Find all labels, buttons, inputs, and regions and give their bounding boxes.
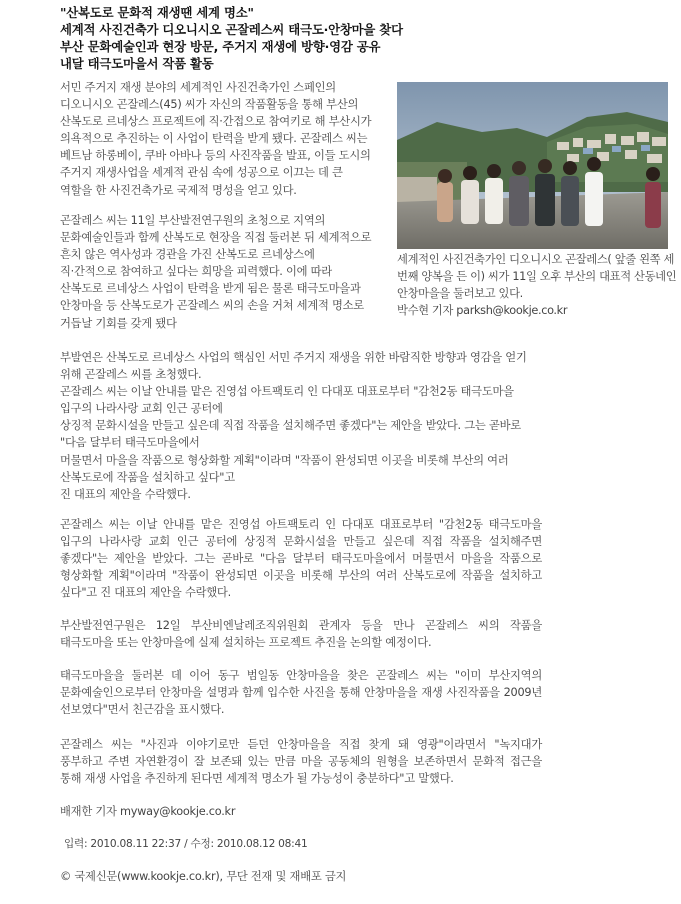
paragraph-line: 통해 재생 사업을 추진하게 된다면 세계적 명소가 될 가능성이 충분하다"고 말했다. (60, 772, 454, 786)
paragraph-line: 디오니시오 곤잘레스(45) 씨가 자신의 작품활동을 통해 부산의 (60, 98, 359, 112)
paragraph-line: 서민 주거지 재생 분야의 세계적인 사진건축가인 스페인의 (60, 81, 336, 94)
timestamp (64, 836, 307, 853)
paragraph-line: 상징적 문화시설을 만들고 싶은데 직접 작품을 설치해주면 좋겠다"는 제안을 받았다. 그는 곧바로 (60, 419, 521, 433)
paragraph-line: 입구의 나라사랑 교회 인근 공터에 (60, 402, 223, 416)
paragraph-line: 부산발전연구원은 12일 부산비엔날레조직위원회 관계자 등을 만나 곤잘레스 씨의 작품을 (60, 619, 542, 632)
paragraph-line: 태극도마을 또는 안창마을에 실제 설치하는 프로젝트 추진을 논의할 예정이다. (60, 636, 432, 650)
copyright (60, 868, 346, 885)
paragraph-line: 싶다"고 진 대표의 제안을 수락했다. (60, 586, 231, 600)
photo-credit: 박수현 기자 parksh@kookje.co.kr (397, 304, 568, 318)
paragraph-6 (60, 667, 542, 718)
headline-line: 부산 문화예술인과 현장 방문, 주거지 재생에 방향·영감 공유 (60, 39, 381, 54)
paragraph-line: 곤잘레스 씨는 11일 부산발전연구원의 초청으로 지역의 (60, 214, 326, 227)
paragraph-line: 흔치 않은 역사성과 경관을 가진 산복도로 르네상스에 (60, 248, 315, 262)
paragraph-line: "다음 달부터 태극도마을에서 (60, 436, 200, 450)
paragraph-line: 진 대표의 제안을 수락했다. (60, 487, 191, 501)
paragraph-line: 머물면서 마을을 작품으로 형상화할 계획"이라며 "작품이 완성되면 이곳을 비롯해 부산의 여러 (60, 453, 509, 467)
paragraph-line: 곤잘레스 씨는 이날 안내를 맡은 진영섭 아트팩토리 인 다대포 대표로부터 "감천2동 태극도마을 (60, 518, 542, 531)
paragraph-5 (60, 617, 542, 651)
copyright-text: © 국제신문(www.kookje.co.kr), 무단 전재 및 재배포 금지 (60, 870, 347, 883)
paragraph-line: 문화예술인들과 함께 산복도로 현장을 직접 둘러본 뒤 세계적으로 (60, 231, 372, 245)
paragraph-4 (60, 516, 542, 601)
caption-line: 세계적인 사진건축가인 디오니시오 곤잘레스( 앞줄 왼쪽 세 (397, 253, 675, 266)
paragraph-line: 산복도로 르네상스 사업이 탄력을 받게 됨은 물론 태극도마을과 (60, 282, 361, 296)
paragraph-2 (60, 212, 390, 332)
byline-text: 배재한 기자 myway@kookje.co.kr (60, 805, 236, 818)
timestamp-text: 입력: 2010.08.11 22:37 / 수정: 2010.08.12 08:41 (64, 838, 308, 850)
paragraph-line: 풍부하고 주변 자연환경이 잘 보존돼 있는 만큼 마을 공동체의 원형을 보존하면서 문화적 접근을 (60, 755, 542, 769)
headline-line: "산복도로 문화적 재생땐 세계 명소" (60, 5, 254, 20)
paragraph-line: 위해 곤잘레스 씨를 초청했다. (60, 368, 202, 382)
paragraph-line: 산복도로에 작품을 설치하고 싶다"고 (60, 470, 235, 484)
paragraph-line: 역할을 한 사진건축가로 국제적 명성을 얻고 있다. (60, 183, 297, 197)
paragraph-line: 베트남 하롱베이, 쿠바 아바나 등의 사진작품을 발표, 이들 도시의 (60, 149, 371, 163)
article-photo (397, 82, 668, 249)
paragraph-line: 태극도마을을 둘러본 데 이어 동구 범일동 안창마을을 찾은 곤잘레스 씨는 "이미 부산지역의 (60, 669, 542, 682)
photo-image (397, 82, 668, 249)
paragraph-line: 의욕적으로 추진하는 이 사업이 탄력을 받게 됐다. 곤잘레스 씨는 (60, 132, 368, 146)
paragraph-line: 부발연은 산복도로 르네상스 사업의 핵심인 서민 주거지 재생을 위한 바람직한 방향과 영감을 얻기 (60, 351, 527, 364)
paragraph-line: 산복도로 르네상스 프로젝트에 직·간접으로 참여키로 해 부산시가 (60, 115, 372, 129)
paragraph-line: 형상화할 계획"이라며 "작품이 완성되면 이곳을 비롯해 부산의 여러 산복도로에 작품을 설치하고 (60, 569, 542, 583)
paragraph-line: 곤잘레스 씨는 이날 안내를 맡은 진영섭 아트팩토리 인 다대포 대표로부터 "감천2동 태극도마을 (60, 385, 514, 399)
paragraph-line: 선보였다"면서 친근감을 표시했다. (60, 703, 225, 717)
paragraph-line: 문화예술인으로부터 안창마을 설명과 함께 입수한 사진을 통해 안창마을을 재생 사진작품을 2009년 (60, 686, 542, 700)
headline-line: 내달 태극도마을서 작품 활동 (60, 56, 214, 71)
paragraph-line: 곤잘레스 씨는 "사진과 이야기로만 듣던 안창마을을 직접 찾게 돼 영광"이라면서 "녹지대가 (60, 738, 542, 751)
paragraph-line: 주거지 재생사업을 세계적 관심 속에 성공으로 이끄는 데 큰 (60, 166, 343, 180)
caption-line: 안창마을을 둘러보고 있다. (397, 287, 523, 301)
paragraph-line: 입구의 나라사랑 교회 인근 공터에 상징적 문화시설을 만들고 싶은데 직접 작품을 설치해주면 (60, 535, 542, 549)
paragraph-line: 좋겠다"는 제안을 받았다. 그는 곧바로 "다음 달부터 태극도마을에서 머물면서 마을을 작품으로 (60, 552, 542, 566)
caption-line: 번째 양복을 든 이) 씨가 11일 오후 부산의 대표적 산동네인 (397, 270, 677, 284)
photo-caption (397, 251, 677, 319)
paragraph-1 (60, 79, 390, 199)
byline (60, 803, 235, 820)
headline-line: 세계적 사진건축가 디오니시오 곤잘레스씨 태극도·안창마을 찾다 (60, 22, 403, 37)
paragraph-7 (60, 736, 542, 787)
article-headline (60, 4, 670, 72)
paragraph-line: 안창마을 등 산복도로가 곤잘레스 씨의 손을 거쳐 세계적 명소로 (60, 299, 364, 313)
paragraph-line: 직·간적으로 참여하고 싶다는 희망을 피력했다. 이에 따라 (60, 265, 332, 279)
paragraph-line: 거듭날 기회를 갖게 됐다 (60, 316, 177, 330)
paragraph-3 (60, 349, 542, 503)
